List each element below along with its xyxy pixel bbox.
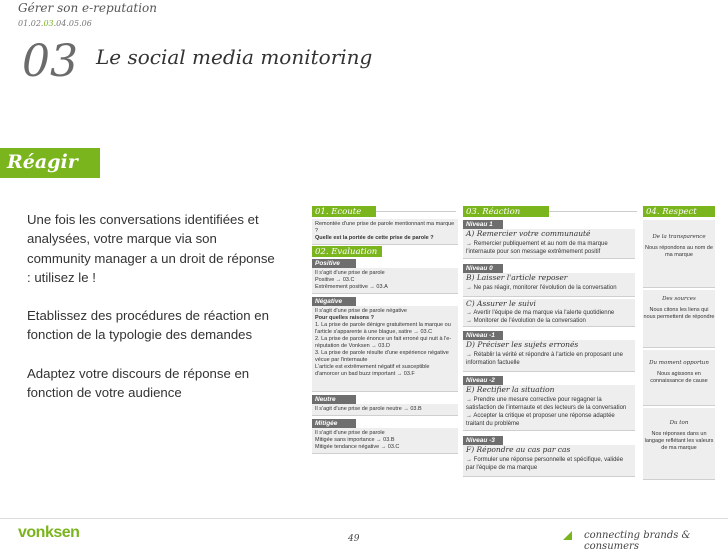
body-paragraph-2: Etablissez des procédures de réaction en fonction de la typologie des demandes: [27, 308, 269, 343]
phase-respect: 04. Respect: [643, 206, 715, 217]
respect-transparency: De la transparence Nous répondons au nom de ma marque: [643, 220, 715, 288]
chapter-breadcrumb: [18, 19, 92, 28]
respect-sources: Des sources Nous citons les liens qui nous permettent de répondre: [643, 290, 715, 348]
process-diagram: [312, 206, 717, 506]
section-label-box: [0, 148, 100, 178]
mitigated-box: Il s'agit d'une prise de parole Mitigée sans importance → 03.B Mitigée tendance négative → 03.C: [312, 428, 458, 454]
breadcrumb-before: 01.02.: [18, 19, 44, 28]
response-d: D) Préciser les sujets erronés → Rétablir la vérité et répondre à l'article en proposant une information factuelle: [463, 340, 635, 372]
phase-ecoute-line: [376, 211, 456, 212]
chapter-number: 03: [22, 36, 78, 87]
tagline: connecting brands & consumers: [584, 530, 691, 552]
level-minus-2-label: Niveau -2: [463, 376, 503, 385]
intro-box: Remontée d'une prise de parole mentionnant ma marque ? Quelle est la portée de cette prise de parole ?: [312, 219, 458, 245]
column-reaction: [463, 220, 635, 477]
section-label: Réagir: [7, 151, 78, 173]
response-f: F) Répondre au cas par cas → Formuler une réponse personnelle et spécifique, validée par l'équipe de ma marque: [463, 445, 635, 477]
column-evaluation: [312, 259, 458, 454]
company-logo: vonksen: [18, 524, 80, 541]
level-minus-1-label: Niveau -1: [463, 331, 503, 340]
response-c: C) Assurer le suivi → Avertir l'équipe de ma marque via l'alerte quotidienne → Monitorer de l'évolution de la conversation: [463, 299, 635, 327]
phase-ecoute: 01. Ecoute: [312, 206, 376, 217]
breadcrumb-after: .04.05.06: [53, 19, 92, 28]
page-number: 49: [348, 534, 360, 544]
respect-tone: Du ton Nos réponses dans un langage reflétant les valeurs de ma marque: [643, 408, 715, 480]
body-paragraph-3: Adaptez votre discours de réponse en fonction de votre audience: [27, 365, 250, 401]
neutral-label: Neutre: [312, 395, 356, 404]
chapter-title: Le social media monitoring: [96, 45, 373, 69]
phase-reaction-line: [549, 211, 637, 212]
column-ecoute: [312, 219, 458, 245]
triangle-icon: [563, 531, 572, 540]
breadcrumb-current: 03: [43, 19, 54, 28]
negative-label: Négative: [312, 297, 356, 306]
body-text: [27, 210, 277, 421]
positive-box: Il s'agit d'une prise de parole Positive → 03.C Extrêmement positive → 03.A: [312, 268, 458, 294]
footer-divider: [0, 518, 728, 519]
response-e: E) Rectifier la situation → Prendre une mesure corrective pour regagner la satisfaction de l'internaute et des lecteurs de la conversation → Accepter la critique et proposer une réponse adaptée traitant du problème: [463, 385, 635, 431]
positive-label: Positive: [312, 259, 356, 268]
level-0-label: Niveau 0: [463, 264, 503, 273]
mitigated-label: Mitigée: [312, 419, 356, 428]
column-respect: [643, 220, 715, 480]
phase-reaction: 03. Réaction: [463, 206, 549, 217]
neutral-box: Il s'agit d'une prise de parole neutre → 03.B: [312, 404, 458, 416]
response-b: B) Laisser l'article reposer → Ne pas réagir, monitorer l'évolution de la conversation: [463, 273, 635, 297]
response-a: A) Remercier votre communauté → Remercier publiquement et au nom de ma marque l'internaute pour son message extrêmement positif: [463, 229, 635, 259]
level-1-label: Niveau 1: [463, 220, 503, 229]
body-paragraph-1: Une fois les conversations identifiées et analysées, votre marque via son community manager a un droit de réponse : utilisez le !: [27, 212, 275, 285]
negative-box: Il s'agit d'une prise de parole négative Pour quelles raisons ? 1. La prise de parole dénigre gratuitement la marque ou l'article s'apparente à une blague, satire → 03.C 2. La prise de parole énonce un fait erroné qui nuit à l'e-réputation de Vonksen → 03.D 3. La prise de parole résulte d'une expérience négative vécue par l'internaute L'article est extrêmement négatif et susceptible d'amorcer un bad buzz important → 03.F: [312, 306, 458, 392]
level-minus-3-label: Niveau -3: [463, 436, 503, 445]
presentation-title: Gérer son e-reputation: [18, 1, 157, 15]
phase-evaluation: 02. Evaluation: [312, 246, 382, 257]
respect-timing: Du moment opportun Nous agissons en connaissance de cause: [643, 350, 715, 406]
